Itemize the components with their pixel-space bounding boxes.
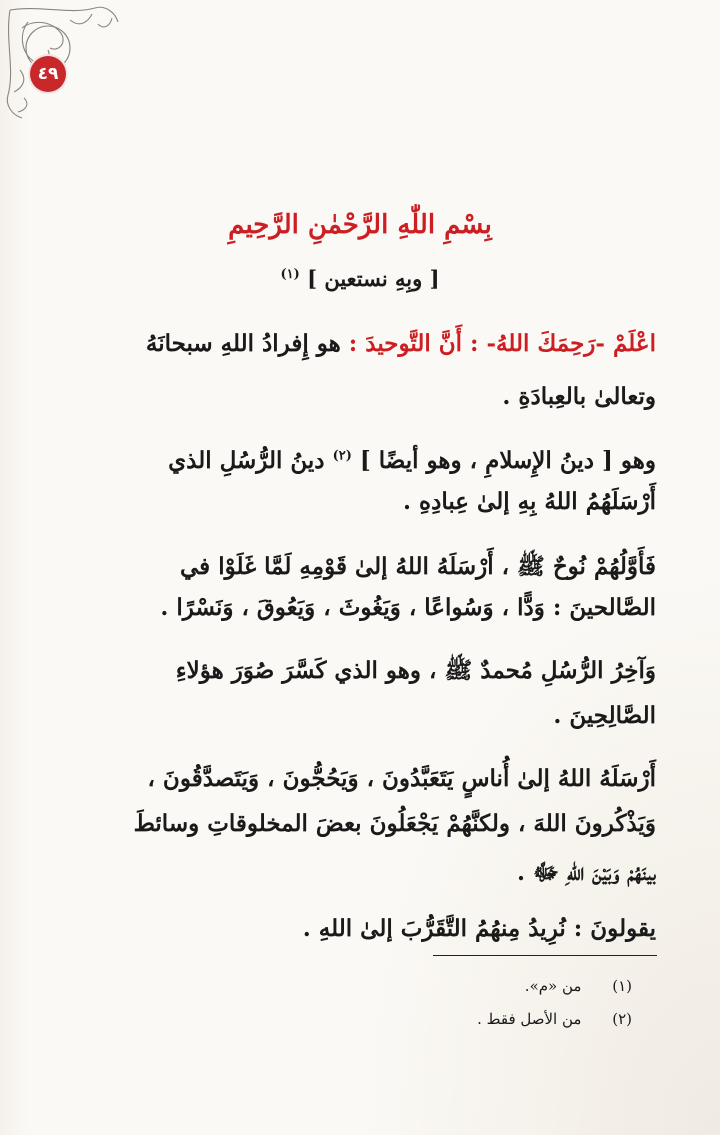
definition-heading: اعْلَمْ -رَحِمَكَ اللهُ- : أَنَّ التَّوحيدَ : bbox=[348, 330, 656, 357]
basmala-calligraphy bbox=[180, 195, 540, 255]
paragraph-6: يقولونَ : نُرِيدُ مِنهُمُ التَّقَرُّبَ إلىٰ اللهِ . bbox=[302, 915, 656, 942]
paragraph-2-part-b: دينُ الرُّسُلِ الذي bbox=[168, 447, 325, 474]
basmala-text: بِسْمِ اللّٰهِ الرَّحْمٰنِ الرَّحِيمِ bbox=[228, 210, 492, 240]
subtitle-text: [ وبِهِ نستعين ] bbox=[307, 266, 440, 291]
paragraph-2-line-2: أَرْسَلَهُمُ اللهُ بِهِ إلىٰ عِبادِهِ . bbox=[403, 488, 656, 515]
footnote-ref-2: (٢) bbox=[332, 448, 352, 464]
paragraph-5-line-2: وَيَذْكُرونَ اللهَ ، ولكنَّهُمْ يَجْعَلُونَ بعضَ المخلوقاتِ وسائطَ bbox=[133, 810, 656, 837]
subtitle bbox=[0, 266, 720, 291]
page-number-badge: ٤٩ bbox=[30, 56, 66, 92]
paragraph-1-line-2: وتعالىٰ بالعِبادَةِ . bbox=[502, 383, 656, 410]
corner-ornament bbox=[0, 0, 130, 130]
paragraph-4-line-2: الصَّالِحِينَ . bbox=[553, 702, 656, 729]
paragraph-1-line-1 bbox=[146, 330, 656, 357]
footnote-1 bbox=[525, 977, 632, 995]
definition-text: هو إِفرادُ اللهِ سبحانَهُ bbox=[145, 330, 341, 357]
footnote-1-text: من «م». bbox=[524, 977, 582, 995]
footnote-1-number: (١) bbox=[612, 977, 632, 995]
paragraph-5-line-1: أَرْسَلَهُ اللهُ إلىٰ أُناسٍ يَتَعَبَّدُونَ ، وَيَحُجُّونَ ، وَيَتَصدَّقُونَ ، bbox=[147, 765, 656, 792]
footnote-divider bbox=[433, 955, 657, 956]
paragraph-3-line-2: الصَّالحينَ : وَدًّا ، وَسُواعًا ، وَيَغُوثَ ، وَيَعُوقَ ، وَنَسْرًا . bbox=[160, 594, 656, 621]
paragraph-5-line-3: بينَهُمْ وَبَيْنَ اللهِ ﷻ . bbox=[516, 859, 656, 886]
footnote-ref-1: (١) bbox=[280, 267, 300, 282]
paragraph-2-part-a: وهو [ دينُ الإِسلامِ ، وهو أيضًا ] bbox=[359, 447, 656, 474]
footnote-2-text: من الأصل فقط . bbox=[477, 1010, 582, 1028]
paragraph-3-line-1: فَأَوَّلُهُمْ نُوحٌ ﷺ ، أَرْسَلَهُ اللهُ إلىٰ قَوْمِهِ لَمَّا غَلَوْا في bbox=[180, 553, 656, 580]
footnote-2 bbox=[477, 1010, 632, 1028]
footnote-2-number: (٢) bbox=[612, 1010, 632, 1028]
paragraph-2-line-1 bbox=[168, 447, 656, 474]
paragraph-4-line-1: وَآخِرُ الرُّسُلِ مُحمدٌ ﷺ ، وهو الذي كَسَّرَ صُوَرَ هؤلاءِ bbox=[175, 657, 656, 684]
